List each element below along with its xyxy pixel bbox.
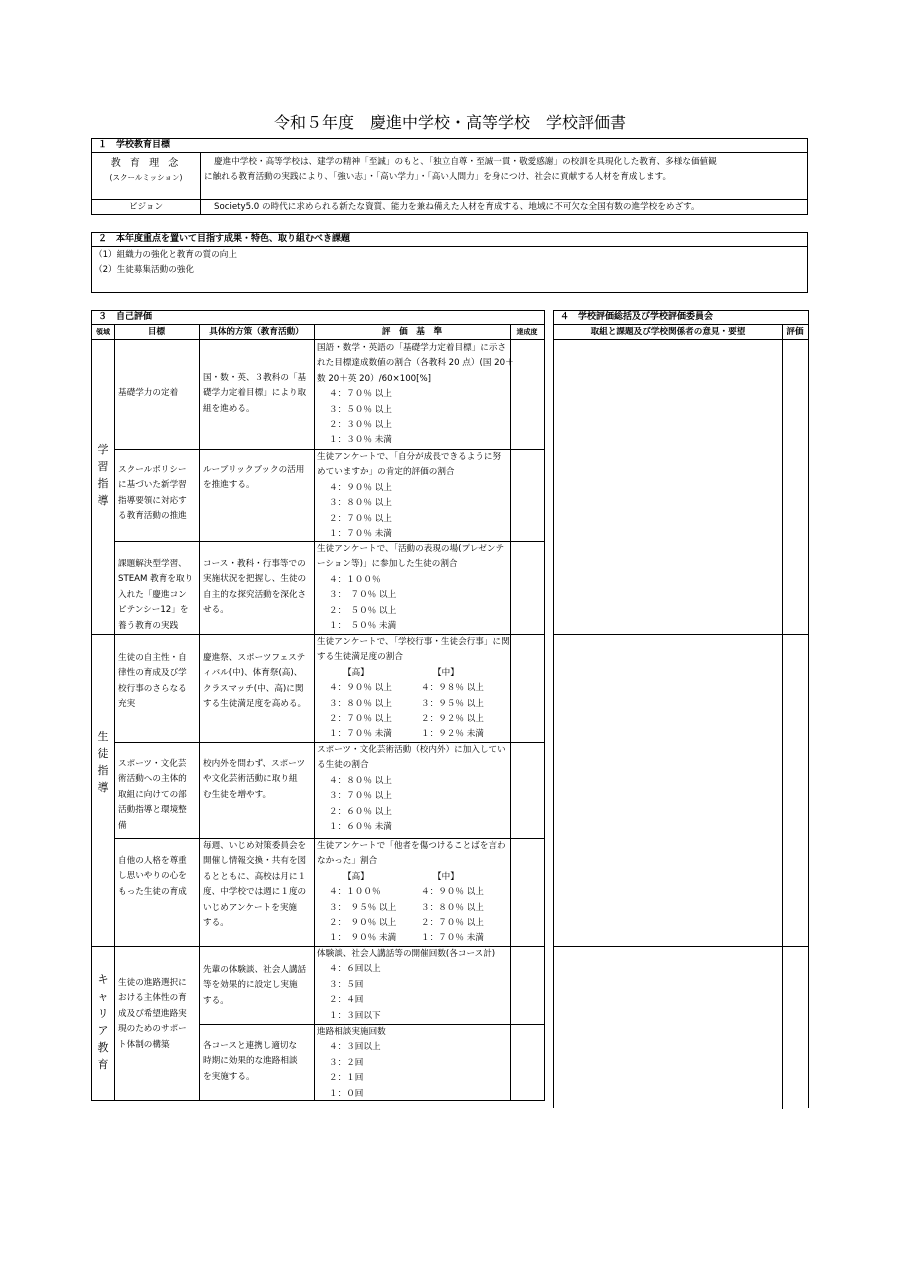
measure-text: ルーブリックブックの活用 を推進する。 <box>203 465 305 491</box>
criteria-text: 生徒アンケートで、「学校行事・生徒会行事」に関 する生徒満足度の割合 【高】 【中】 ４：９０％ 以上 ４：９８％ 以上 ３：８０％ 以上 ３：９５％ 以上 ２：７０％ 以上 ２：９２％ 以上 １：７０％ 未満 １：９２％ 未満 <box>317 637 510 740</box>
measure-text: コース・教科・行事等での 実施状況を把握し、生徒の 自主的な探究活動を深化さ せる。 <box>203 559 307 616</box>
col-goal: 目標 <box>147 327 166 337</box>
goal-text: 基礎学力の定着 <box>118 388 179 398</box>
measure-text: 毎週、いじめ対策委員会を 開催し情報交換・共有を図 るとともに、高校は月に１ 度、中学校では週に１度の いじめアンケートを実施 する。 <box>203 841 307 929</box>
col-criteria: 評 価 基 準 <box>381 327 443 337</box>
area-name-career: キ ャ リ ア 教 育 <box>97 973 109 1071</box>
measure-text: 校内外を問わず、スポーツ や文化芸術活動に取り組 む生徒を増やす。 <box>203 759 306 800</box>
goal-text: 生徒の進路選択に おける主体性の育 成及び希望進路実 現のためのサポー ト体制の構築 <box>118 978 187 1050</box>
vision-text: Society5.0 の時代に求められる新たな資質、能力を兼ね備えた人材を育成する、地域に不可欠な全国有数の進学校をめざす。 <box>214 202 700 212</box>
criteria-text: 進路相談実施回数 ４：３回以上 ３：２回 ２：１回 １：０回 <box>317 1027 386 1099</box>
area-name-student-guidance: 生 徒 指 導 <box>97 730 109 794</box>
priority-item: （1）組織力の強化と教育の質の向上 <box>94 250 237 260</box>
col-evaluation: 評価 <box>786 327 804 337</box>
vision-label: ビジョン <box>128 202 164 212</box>
col-opinion: 取組と課題及び学校関係者の意見・要望 <box>590 327 746 337</box>
goal-text: スクールポリシー に基づいた新学習 指導要領に対応す る教育活動の推進 <box>118 465 187 522</box>
criteria-text: 国語・数学・英語の「基礎学力定着目標」に示さ れた目標達成数値の割合（各教科 20 点）(国 20＋ 数 20＋英 20）/60×100[%] ４：７０％ 以上 ３：５０％ 以上 ２：３０％ 以上 １：３０％ 未満 <box>317 343 514 446</box>
measure-text: 各コースと連携し適切な 時期に効果的な進路相談 を実施する。 <box>203 1041 298 1082</box>
section-4-header: ４ 学校評価総括及び学校評価委員会 <box>554 311 808 325</box>
section-4-summary <box>553 310 809 1108</box>
col-area: 領域 <box>96 328 110 336</box>
measure-text: 先輩の体験談、社会人講話 等を効果的に設定し実施 する。 <box>203 965 307 1006</box>
section-2-header: ２ 本年度重点を置いて目指す成果・特色、取り組むべき課題 <box>92 233 807 247</box>
mission-sublabel: (スクールミッション) <box>109 173 183 182</box>
goal-text: 生徒の自主性・自 律性の育成及び学 校行事のさらなる 充実 <box>118 653 187 710</box>
goal-text: 課題解決型学習、 STEAM 教育を取り 入れた「慶進コン ピテンシー12」を 養う教育の実践 <box>118 559 194 631</box>
mission-text: に触れる教育活動の実践により、「強い志」・「高い学力」・「高い人間力」を身につけ、社会に貢献する人材を育成します。 <box>204 172 672 182</box>
col-measure: 具体的方策（教育活動） <box>209 327 304 337</box>
section-3-header: ３ 自己評価 <box>92 311 544 325</box>
mission-label: 教 育 理 念 <box>110 158 182 169</box>
mission-text: 慶進中学校・高等学校は、建学の精神「至誠」のもと、「独立自尊・至誠一貫・敬愛感謝」の校訓を具現化した教育、多様な価値観 <box>214 157 717 167</box>
criteria-text: 体験談、社会人講話等の開催回数(各コース計) ４：６回以上 ３：５回 ２：４回 １：３回以下 <box>317 949 496 1021</box>
section-1-goals <box>91 138 808 215</box>
measure-text: 国・数・英、３教科の「基 礎学力定着目標」により取 組を進める。 <box>203 373 307 414</box>
goal-text: スポーツ・文化芸 術活動への主体的 取組に向けての部 活動指導と環境整 備 <box>118 759 187 831</box>
col-achievement: 達成度 <box>516 328 538 336</box>
priority-item: （2）生徒募集活動の強化 <box>94 265 194 275</box>
measure-text: 慶進祭、スポーツフェステ ィバル(中)、体育祭(高)、 クラスマッチ(中、高)に関 する生徒満足度を高める。 <box>203 653 307 710</box>
criteria-text: 生徒アンケートで、「自分が成長できるように努 めていますか」の肯定的評価の割合 ４：９０％ 以上 ３：８０％ 以上 ２：７０％ 以上 １：７０％ 未満 <box>317 452 502 540</box>
criteria-text: 生徒アンケートで「他者を傷つけることばを言わ なかった」割合 【高】 【中】 ４：１００％ ４：９０％ 以上 ３： ９５％ 以上 ３：８０％ 以上 ２： ９０％ 以上 ２：７０％ 以上 １： ９０％ 未満 １：７０％ 未満 <box>317 841 506 944</box>
section-1-header: １ 学校教育目標 <box>92 139 807 153</box>
section-2-priorities <box>91 232 808 293</box>
page-title: 令和５年度 慶進中学校・高等学校 学校評価書 <box>273 113 626 132</box>
goal-text: 自他の人格を尊重 し思いやりの心を もった生徒の育成 <box>118 856 187 897</box>
criteria-text: 生徒アンケートで、「活動の表現の場(プレゼンテ ーション等)」に参加した生徒の割合 ４：１００％ ３： ７０％ 以上 ２： ５０％ 以上 １： ５０％ 未満 <box>317 544 505 632</box>
section-3-self-evaluation <box>91 310 545 1101</box>
criteria-text: スポーツ・文化芸術活動（校内外）に加入してい る生徒の割合 ４：８０％ 以上 ３：７０％ 以上 ２：６０％ 以上 １：６０％ 未満 <box>317 745 506 833</box>
area-name-academic: 学 習 指 導 <box>97 443 109 507</box>
